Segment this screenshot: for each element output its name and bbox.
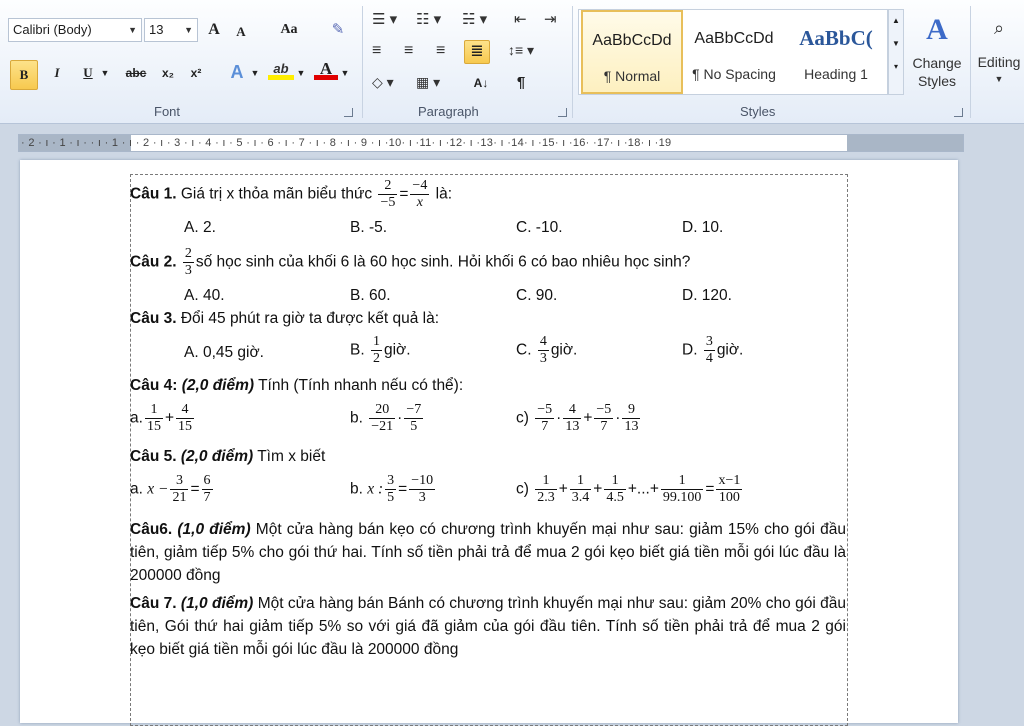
equals-sign: =	[399, 185, 409, 203]
fraction	[404, 402, 423, 435]
fraction	[622, 402, 640, 435]
fraction	[145, 402, 163, 435]
style-preview: AaBbC(	[799, 26, 873, 50]
denominator: 4.5	[606, 490, 624, 505]
q1-option-b: B. -5.	[350, 219, 388, 236]
q3-label: Câu 3.	[130, 310, 177, 327]
q3-option-a: A. 0,45 giờ.	[184, 344, 264, 361]
unit: giờ.	[383, 341, 411, 359]
group-divider	[362, 6, 363, 118]
numerator: 1	[372, 334, 380, 349]
ribbon	[0, 0, 1024, 124]
font-color-button[interactable]: A	[314, 58, 338, 80]
q1-option-c: C. -10.	[516, 219, 563, 236]
bold-button[interactable]: B	[10, 60, 38, 90]
chevron-down-icon: ▼	[994, 74, 1004, 84]
fraction	[538, 334, 549, 367]
fraction	[170, 473, 188, 506]
grow-font-button[interactable]: A	[208, 21, 220, 38]
align-right-icon[interactable]: ≡	[436, 42, 446, 59]
chevron-down-icon[interactable]: ▼	[100, 68, 110, 78]
font-name-value: Calibri (Body)	[13, 22, 92, 37]
numerator: 1	[604, 473, 626, 490]
underline-button[interactable]: U	[83, 65, 93, 80]
fraction	[604, 473, 626, 506]
change-styles-button[interactable]	[906, 10, 968, 100]
question-2	[130, 246, 690, 279]
q4-text: Tính (Tính nhanh nếu có thể):	[258, 377, 464, 394]
fraction	[704, 334, 715, 367]
fraction	[570, 473, 592, 506]
q1-tail: là:	[435, 185, 453, 203]
paragraph-dialog-launcher-icon[interactable]	[558, 108, 567, 117]
q4-part-b	[350, 402, 425, 435]
question-5	[130, 448, 325, 466]
denominator: 3	[539, 351, 547, 366]
chevron-down-icon[interactable]: ▼	[340, 68, 350, 78]
group-divider	[970, 6, 971, 118]
change-styles-icon: A	[926, 13, 948, 46]
part-letter: a.	[130, 409, 143, 427]
q6-text: Một cửa hàng bán kẹo có chương trình khuyến mại như sau: giảm 15% cho gói đầu tiên, giảm tiếp 5% cho gói thứ hai. Tính số tiền phải trả để mua 2 gói kẹo biết giá tiền mỗi gói lúc đầu là 200000 đồng	[130, 521, 846, 584]
q1-text: Giá trị x thỏa mãn biểu thức	[180, 185, 373, 203]
binoculars-icon: ⌕	[993, 18, 1005, 38]
q2-option-d: D. 120.	[682, 287, 732, 304]
q2-label: Câu 2.	[130, 253, 177, 271]
style-name: Heading 1	[804, 66, 868, 82]
q5-part-c	[516, 473, 744, 506]
part-letter: b.	[350, 480, 363, 498]
denominator: 2	[372, 351, 380, 366]
fraction	[385, 473, 396, 506]
horizontal-ruler[interactable]	[0, 124, 1024, 158]
style-preview: AaBbCcDd	[592, 32, 672, 49]
style-normal[interactable]	[581, 10, 683, 94]
styles-scroll[interactable]	[888, 9, 904, 95]
superscript-button[interactable]: x²	[190, 66, 202, 80]
chevron-down-icon[interactable]: ▼	[250, 68, 260, 78]
denominator: 13	[624, 419, 639, 434]
numerator: 20	[369, 402, 395, 419]
fraction	[410, 178, 429, 211]
denominator: 99.100	[662, 490, 702, 505]
equals-sign: =	[190, 480, 200, 498]
paragraph-group-label: Paragraph	[418, 104, 479, 119]
unit: giờ.	[550, 341, 578, 359]
align-left-icon[interactable]: ≡	[372, 42, 382, 59]
part-letter: a.	[130, 480, 143, 498]
italic-button[interactable]: I	[54, 65, 60, 80]
q4-part-c	[516, 402, 642, 435]
fraction	[183, 246, 194, 279]
denominator: −21	[371, 419, 394, 434]
clear-format-icon[interactable]: ✎	[331, 21, 345, 38]
fraction	[369, 402, 395, 435]
shading-icon[interactable]: ◇ ▾	[372, 74, 394, 90]
change-styles-label: Change Styles	[912, 55, 962, 89]
styles-group-label: Styles	[740, 104, 776, 119]
fraction	[202, 473, 213, 506]
highlight-button[interactable]: ab	[268, 58, 294, 80]
q5-part-b	[350, 473, 437, 506]
fraction	[371, 334, 382, 367]
option-letter: B.	[350, 341, 365, 359]
fraction	[661, 473, 704, 506]
style-preview: AaBbCcDd	[694, 30, 774, 47]
question-4	[130, 377, 463, 395]
q5-text: Tìm x biết	[257, 448, 326, 465]
fraction	[563, 402, 581, 435]
numerator: 3	[705, 334, 713, 349]
fraction	[378, 178, 397, 211]
chevron-down-icon: ▼	[128, 25, 137, 35]
plus-sign: +	[558, 480, 568, 498]
denominator: 3.4	[571, 490, 590, 505]
numerator: 2	[184, 246, 192, 261]
numerator: 4	[176, 402, 194, 419]
q7-text: Một cửa hàng bán Bánh có chương trình khuyến mại như sau: giảm 20% cho gói đầu tiên, Gói thứ hai giảm tiếp 5% so với giá đã giảm của gói đầu tiên. Tính số tiền phải trả để mua 2 gói kẹo biết giá tiền mỗi gói lúc đầu là 200000 đồng	[130, 595, 847, 658]
denominator: 3	[184, 263, 192, 278]
q2-text: số học sinh của khối 6 là 60 học sinh. Hỏi khối 6 có bao nhiêu học sinh?	[195, 253, 691, 271]
multiply-dot: ·	[397, 409, 403, 427]
q4-part-a	[130, 402, 196, 435]
style-no-spacing[interactable]	[683, 10, 785, 94]
q1-option-d: D. 10.	[682, 219, 724, 236]
unit: giờ.	[716, 341, 744, 359]
font-size-value: 13	[149, 22, 164, 37]
chevron-down-icon[interactable]: ▼	[296, 68, 306, 78]
bullets-icon[interactable]: ☰ ▾	[372, 11, 398, 28]
numerator: 4	[563, 402, 581, 419]
denominator: 100	[718, 490, 740, 505]
q2-option-b: B. 60.	[350, 287, 391, 304]
q5-points: (2,0 điểm)	[180, 448, 254, 465]
sort-button[interactable]: A↓	[473, 76, 489, 90]
fraction	[535, 473, 557, 506]
q7-points: (1,0 điểm)	[180, 595, 254, 612]
chevron-down-icon: ▼	[184, 25, 193, 35]
numerator: 4	[539, 334, 547, 349]
numerator: −5	[537, 402, 553, 417]
editing-label: Editing	[977, 54, 1021, 70]
style-name: ¶ No Spacing	[692, 66, 776, 82]
q3-option-d	[682, 334, 743, 367]
fraction	[716, 473, 742, 506]
denominator: 13	[565, 419, 580, 434]
numerator: −4	[412, 178, 428, 193]
denominator: 7	[600, 419, 608, 434]
font-size-combo[interactable]	[144, 18, 198, 42]
part-letter: b.	[350, 409, 363, 427]
change-case-button[interactable]: Aa	[280, 22, 298, 37]
question-3	[130, 310, 439, 328]
fraction	[594, 402, 613, 435]
q2-option-c: C. 90.	[516, 287, 558, 304]
denominator: 5	[387, 490, 395, 505]
numbering-icon[interactable]: ☷ ▾	[416, 11, 442, 28]
question-6	[130, 518, 846, 587]
ruler-numbers: · 2 · ı · 1 · ı · · ı · 1 · ı · 2 · ı · 3 · ı · 4 · ı · 5 · ı · 6 · ı · 7 · ı · 8 · ı · 9 · ı ·10· ı ·11· ı ·12· ı ·13· ı ·14· ı ·15· ı ·16· ·17· ı ·18· ı ·19	[21, 137, 672, 149]
styles-gallery	[578, 9, 888, 95]
numerator: 2	[378, 178, 397, 195]
q3-text: Đổi 45 phút ra giờ ta được kết quả là:	[180, 310, 440, 327]
justify-icon[interactable]: ≣	[464, 40, 490, 64]
subscript-button[interactable]: x₂	[161, 66, 174, 80]
font-group-label: Font	[154, 104, 181, 119]
option-letter: D.	[682, 341, 698, 359]
font-name-combo[interactable]	[8, 18, 142, 42]
q3-option-c	[516, 334, 577, 367]
q7-label: Câu 7.	[130, 595, 177, 612]
question-1	[130, 178, 452, 211]
part-letter: c)	[516, 480, 529, 498]
option-letter: C.	[516, 341, 532, 359]
q4-label: Câu 4:	[130, 377, 178, 394]
numerator: 1	[535, 473, 557, 490]
styles-dialog-launcher-icon[interactable]	[954, 108, 963, 117]
denominator: 3	[418, 490, 426, 505]
editing-button[interactable]	[974, 10, 1024, 100]
denominator: 7	[203, 490, 211, 505]
text-effects-button[interactable]: A	[230, 62, 244, 82]
decrease-indent-icon[interactable]: ⇤	[514, 11, 527, 28]
numerator: −5	[596, 402, 612, 417]
align-center-icon[interactable]: ≡	[404, 42, 414, 59]
numerator: 1	[145, 402, 163, 419]
denominator: 15	[146, 419, 161, 434]
font-dialog-launcher-icon[interactable]	[344, 108, 353, 117]
equals-sign: =	[398, 480, 408, 498]
q5-label: Câu 5.	[130, 448, 177, 465]
line-spacing-icon[interactable]: ↕≡ ▾	[508, 42, 535, 58]
ruler-right-margin	[847, 135, 964, 151]
question-7	[130, 592, 846, 661]
chevron-up-icon[interactable]: ▲	[892, 16, 900, 25]
numerator: −10	[411, 473, 434, 488]
group-divider	[572, 6, 573, 118]
fraction	[176, 402, 194, 435]
more-styles-icon[interactable]: ▾	[893, 62, 898, 71]
plus-sign: +	[164, 409, 174, 427]
q2-option-a: A. 40.	[184, 287, 225, 304]
variable-x: x −	[147, 480, 169, 498]
ellipsis-plus: +...+	[627, 480, 659, 498]
show-formatting-button[interactable]: ¶	[516, 74, 526, 91]
variable-x: x :	[367, 480, 384, 498]
chevron-down-icon[interactable]: ▼	[892, 39, 900, 48]
strikethrough-button[interactable]: abc	[125, 66, 147, 80]
style-heading-1[interactable]	[785, 10, 887, 94]
ruler-bar[interactable]	[18, 134, 964, 152]
numerator: 1	[661, 473, 704, 490]
numerator: −7	[406, 402, 422, 417]
numerator: 3	[170, 473, 188, 490]
denominator: 21	[172, 490, 187, 505]
denominator: 4	[705, 351, 713, 366]
equals-sign: =	[705, 480, 715, 498]
denominator: 5	[410, 419, 418, 434]
borders-icon[interactable]: ▦ ▾	[416, 74, 441, 90]
plus-sign: +	[593, 480, 603, 498]
numerator: x−1	[718, 473, 741, 488]
denominator: 7	[541, 419, 549, 434]
numerator: 6	[203, 473, 211, 488]
denominator: 15	[178, 419, 192, 434]
numerator: 9	[622, 402, 640, 419]
multiply-dot: ·	[556, 409, 562, 427]
q3-option-b	[350, 334, 411, 367]
q1-option-a: A. 2.	[184, 219, 216, 236]
denominator: x	[416, 195, 423, 210]
fraction	[409, 473, 435, 506]
q4-points: (2,0 điểm)	[181, 377, 255, 394]
q1-label: Câu 1.	[130, 185, 177, 203]
fraction	[535, 402, 554, 435]
q6-points: (1,0 điểm)	[177, 521, 251, 538]
style-name: ¶ Normal	[603, 68, 661, 84]
multiply-dot: ·	[615, 409, 621, 427]
increase-indent-icon[interactable]: ⇥	[544, 11, 557, 28]
denominator: −5	[380, 195, 396, 210]
numerator: 1	[570, 473, 592, 490]
q5-part-a	[130, 473, 215, 506]
plus-sign: +	[583, 409, 593, 427]
multilevel-list-icon[interactable]: ☵ ▾	[462, 11, 488, 28]
q6-label: Câu6.	[130, 521, 173, 538]
part-letter: c)	[516, 409, 529, 427]
denominator: 2.3	[537, 490, 555, 505]
shrink-font-button[interactable]: A	[236, 24, 246, 39]
numerator: 3	[387, 473, 395, 488]
